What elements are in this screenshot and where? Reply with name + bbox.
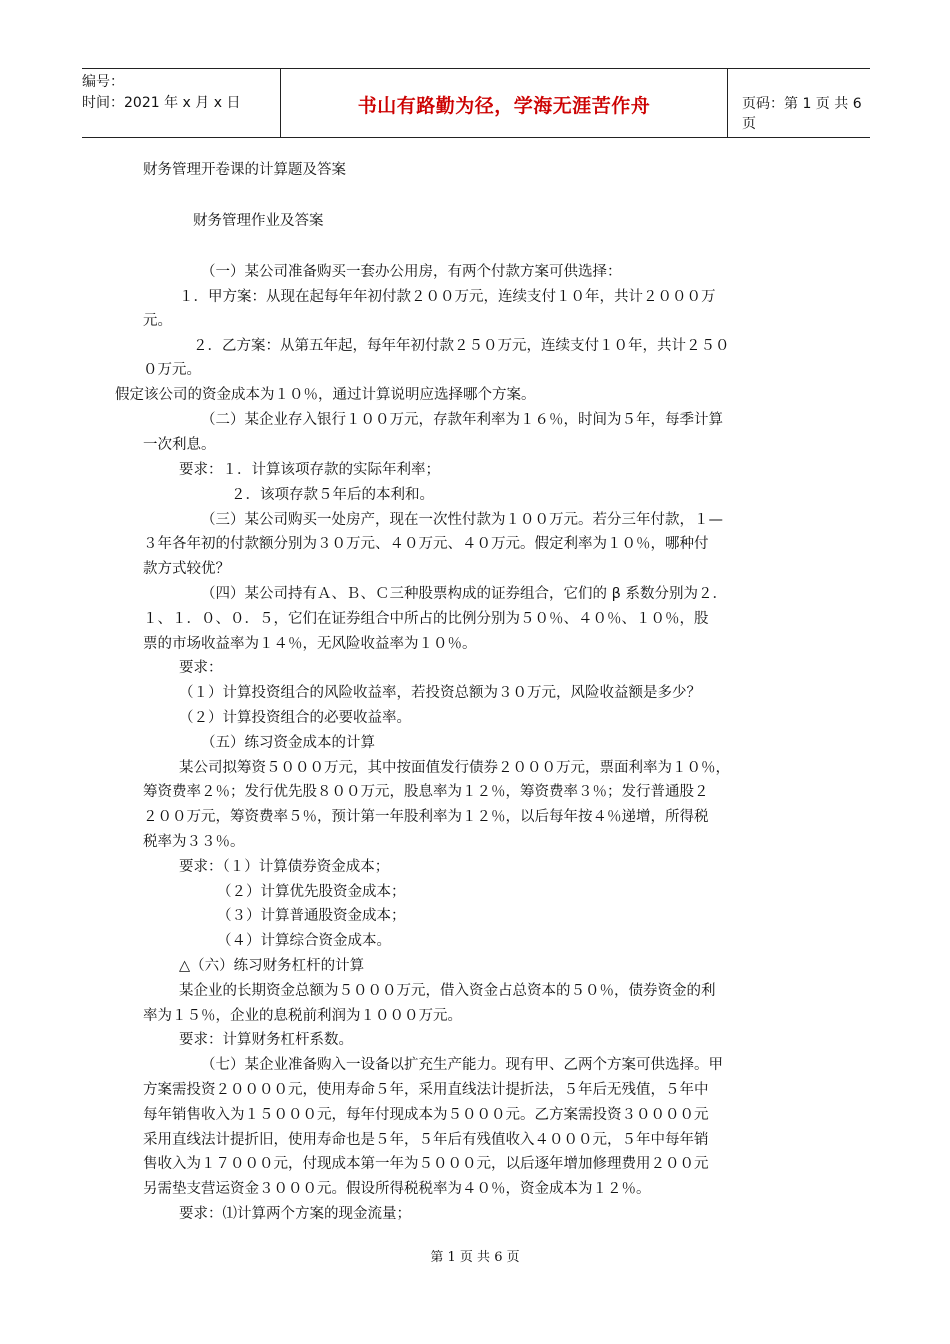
paragraph-line: 另需垫支营运资金３０００元。假设所得税税率为４０％，资金成本为１２％。 <box>143 1181 651 1197</box>
paragraph-line: 税率为３３％。 <box>143 834 245 850</box>
paragraph-line: 票的市场收益率为１４％，无风险收益率为１０％。 <box>143 636 477 652</box>
paragraph-line: 要求：⑴计算两个方案的现金流量； <box>179 1206 411 1222</box>
paragraph-line: 要求：（１）计算债券资金成本； <box>179 859 390 875</box>
paragraph-line: （五）练习资金成本的计算 <box>201 735 375 751</box>
paragraph-line: ２．该项存款５年后的本利和。 <box>231 487 434 503</box>
paragraph-line: △（六）练习财务杠杆的计算 <box>179 958 365 974</box>
motto-text: 书山有路勤为径，学海无涯苦作舟 <box>357 95 651 117</box>
paragraph-line: （三）某公司购买一处房产，现在一次性付款为１００万元。若分三年付款，１— <box>201 512 723 528</box>
paragraph-line: 一次利息。 <box>143 437 216 453</box>
paragraph-line: 元。 <box>143 313 172 329</box>
paragraph-line: （一）某公司准备购买一套办公用房，有两个付款方案可供选择： <box>201 264 622 280</box>
number-label: 编号： <box>82 74 124 90</box>
paragraph-line: ３年各年初的付款额分别为３０万元、４０万元、４０万元。假定利率为１０％，哪种付 <box>143 536 709 552</box>
header-left <box>82 69 280 137</box>
paragraph-line: 款方式较优？ <box>143 561 230 577</box>
paragraph-line: （１）计算投资组合的风险收益率，若投资总额为３０万元，风险收益额是多少？ <box>179 685 701 701</box>
paragraph-line: ２．乙方案：从第五年起，每年年初付款２５０万元，连续支付１０年，共计２５０ <box>193 338 730 354</box>
paragraph-line: ０万元。 <box>143 362 201 378</box>
paragraph-line: 要求：１．计算该项存款的实际年利率； <box>179 462 440 478</box>
paragraph-line: 假定该公司的资金成本为１０％，通过计算说明应选择哪个方案。 <box>115 387 536 403</box>
paragraph-line: ２００万元，筹资费率５％，预计第一年股利率为１２％，以后每年按４％递增，所得税 <box>143 809 709 825</box>
paragraph-line: １．甲方案：从现在起每年年初付款２００万元，连续支付１０年，共计２０００万 <box>179 289 716 305</box>
paragraph-line: 某企业的长期资金总额为５０００万元，借入资金占总资本的５０％，债券资金的利 <box>179 983 716 999</box>
paragraph-line: 某公司拟筹资５０００万元，其中按面值发行债券２０００万元，票面利率为１０％， <box>179 760 730 776</box>
paragraph-line: （４）计算综合资金成本。 <box>217 933 391 949</box>
header-page-info: 页码：第 1 页 共 6 页 <box>742 96 862 132</box>
paragraph-line: １、１．０、０．５，它们在证券组合中所占的比例分别为５０％、４０％、１０％，股 <box>143 611 709 627</box>
paragraph-line: （３）计算普通股资金成本； <box>217 908 406 924</box>
paragraph-line: （四）某公司持有Ａ、Ｂ、Ｃ三种股票构成的证券组合，它们的 β 系数分别为２． <box>201 586 727 602</box>
paragraph-line: 要求：计算财务杠杆系数。 <box>179 1032 353 1048</box>
paragraph-line: 方案需投资２００００元，使用寿命５年，采用直线法计提折法，５年后无残值，５年中 <box>143 1082 709 1098</box>
paragraph-line: 要求： <box>179 660 223 676</box>
page-header <box>82 68 870 138</box>
paragraph-line: 每年销售收入为１５０００元，每年付现成本为５０００元。乙方案需投资３００００元 <box>143 1107 709 1123</box>
paragraph-line: （２）计算投资组合的必要收益率。 <box>179 710 411 726</box>
paragraph-line: （二）某企业存入银行１００万元，存款年利率为１６％，时间为５年，每季计算 <box>201 412 723 428</box>
paragraph-line: 售收入为１７０００元，付现成本第一年为５０００元，以后逐年增加修理费用２００元 <box>143 1156 709 1172</box>
paragraph-line: （２）计算优先股资金成本； <box>217 884 406 900</box>
document-title: 财务管理开卷课的计算题及答案 <box>143 162 346 178</box>
paragraph-line: 采用直线法计提折旧，使用寿命也是５年，５年后有残值收入４０００元，５年中每年销 <box>143 1132 709 1148</box>
document-subtitle: 财务管理作业及答案 <box>193 213 324 229</box>
page-footer: 第 1 页 共 6 页 <box>430 1250 520 1265</box>
date-label: 时间：2021 年 x 月 x 日 <box>82 95 241 111</box>
header-motto-cell <box>280 69 728 137</box>
paragraph-line: （七）某企业准备购入一设备以扩充生产能力。现有甲、乙两个方案可供选择。甲 <box>201 1057 723 1073</box>
paragraph-line: 率为１５％，企业的息税前利润为１０００万元。 <box>143 1008 462 1024</box>
paragraph-line: 筹资费率２％；发行优先股８００万元，股息率为１２％，筹资费率３％；发行普通股２ <box>143 784 709 800</box>
